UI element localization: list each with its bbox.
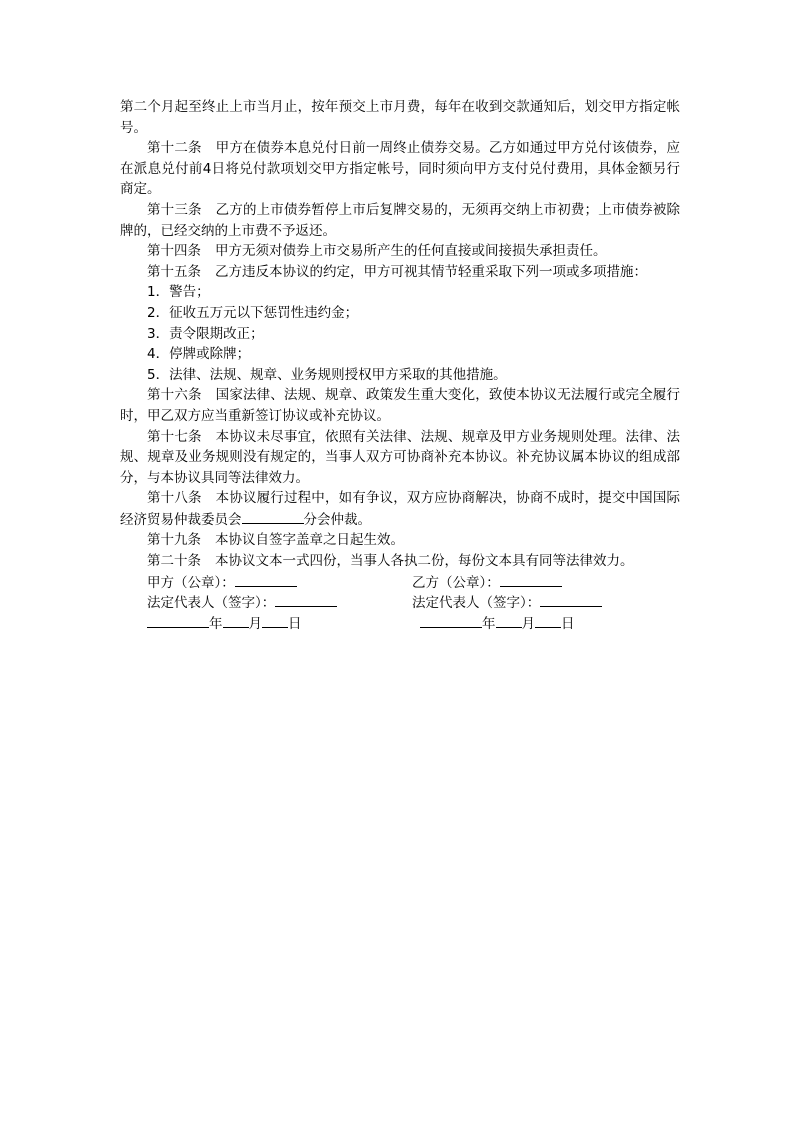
article-label: 第十七条 <box>147 428 202 445</box>
signature-date-row <box>120 613 680 634</box>
article-label: 第十三条 <box>147 201 202 218</box>
article-17 <box>120 427 680 489</box>
fill-in-blank <box>242 509 304 524</box>
list-item: 3．责令限期改正； <box>147 325 264 342</box>
party-b-seal-label: 乙方（公章）： <box>412 574 500 591</box>
fill-in-blank <box>420 613 482 628</box>
article-label: 第十四条 <box>147 243 201 260</box>
article-20 <box>120 551 680 572</box>
party-b-date <box>420 613 575 635</box>
article-label: 第二十条 <box>147 553 201 570</box>
fill-in-blank <box>275 592 337 607</box>
date-year-label: 年 <box>209 615 223 632</box>
article-text: 乙方违反本协议的约定，甲方可视其情节轻重采取下列一项或多项措施： <box>215 263 647 280</box>
date-month-label: 月 <box>521 615 535 632</box>
list-item: 2．征收五万元以下惩罚性违约金； <box>147 304 359 321</box>
fill-in-blank <box>540 592 602 607</box>
date-day-label: 日 <box>561 615 575 632</box>
fill-in-blank <box>223 613 249 628</box>
article-label: 第十六条 <box>147 387 202 404</box>
fill-in-blank <box>496 613 522 628</box>
fill-in-blank <box>262 613 288 628</box>
party-a-seal-label: 甲方（公章）： <box>147 574 235 591</box>
paragraph-continuation <box>120 97 680 138</box>
party-b-rep <box>412 592 602 614</box>
article-text: 本协议文本一式四份，当事人各执二份，每份文本具有同等法律效力。 <box>215 553 634 570</box>
fill-in-blank <box>535 613 561 628</box>
date-day-label: 日 <box>288 615 302 632</box>
article-13 <box>120 200 680 241</box>
date-month-label: 月 <box>248 615 262 632</box>
article-text: 乙方的上市债券暂停上市后复牌交易的，无须再交纳上市初费；上市债券被除牌的，已经交纳的上市费不予返还。 <box>120 201 681 239</box>
document-page <box>120 97 680 633</box>
article-18 <box>120 488 680 530</box>
article-text: 本协议未尽事宜，依照有关法律、法规、规章及甲方业务规则处理。法律、法规、规章及业务规则没有规定的，当事人双方可协商补充本协议。补充协议属本协议的组成部分，与本协议具同等法律效力。 <box>120 428 681 486</box>
signature-seal-row <box>120 572 680 593</box>
article-text: 本协议自签字盖章之日起生效。 <box>215 532 404 549</box>
article-label: 第十八条 <box>147 490 202 507</box>
party-a-date <box>147 613 302 635</box>
party-b-rep-label: 法定代表人（签字）： <box>412 595 541 612</box>
article-label: 第十九条 <box>147 532 201 549</box>
article-text: 甲方无须对债券上市交易所产生的任何直接或间接损失承担责任。 <box>215 243 607 260</box>
fill-in-blank <box>147 613 209 628</box>
list-item: 4．停牌或除牌； <box>147 346 251 363</box>
paragraph-text: 第二个月起至终止上市当月止，按年预交上市月费，每年在收到交款通知后，划交甲方指定帐号。 <box>120 99 680 136</box>
article-label: 第十二条 <box>147 140 202 157</box>
list-item: 1．警告； <box>147 284 210 301</box>
party-a-seal <box>147 572 297 594</box>
article-label: 第十五条 <box>147 263 201 280</box>
article-19 <box>120 530 680 551</box>
article-text: 国家法律、法规、规章、政策发生重大变化，致使本协议无法履行或完全履行时，甲乙双方应当重新签订协议或补充协议。 <box>120 387 681 424</box>
article-text: 甲方在债券本息兑付日前一周终止债券交易。乙方如通过甲方兑付该债券，应在派息兑付前4日将兑付款项划交甲方指定帐号，同时须向甲方支付兑付费用，具体金额另行商定。 <box>120 140 681 198</box>
party-a-rep-label: 法定代表人（签字）： <box>147 595 276 612</box>
list-item: 5．法律、法规、规章、业务规则授权甲方采取的其他措施。 <box>147 366 507 383</box>
article-16 <box>120 385 680 426</box>
party-a-rep <box>147 592 337 614</box>
party-b-seal <box>412 572 562 594</box>
article-12 <box>120 138 680 200</box>
fill-in-blank <box>500 572 562 587</box>
fill-in-blank <box>235 572 297 587</box>
date-year-label: 年 <box>482 615 496 632</box>
article-15 <box>120 262 680 283</box>
article-14 <box>120 241 680 262</box>
article-text: 本协议履行过程中，如有争议，双方应协商解决，协商不成时，提交中国国际经济贸易仲裁委员会 <box>120 490 681 528</box>
signature-rep-row <box>120 592 680 613</box>
article-text: 分会仲裁。 <box>303 511 371 528</box>
